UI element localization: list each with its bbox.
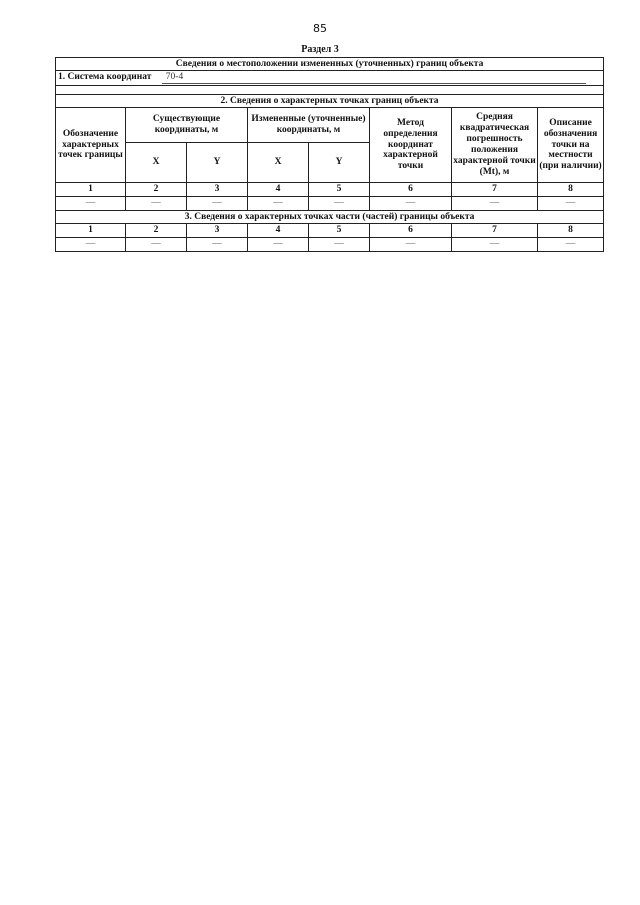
table-row — [56, 197, 604, 211]
empty-cell: — — [248, 197, 309, 211]
coord-system-value: 70-4 — [162, 72, 586, 84]
header-existing-x: X — [126, 143, 187, 183]
column-number-row — [56, 183, 604, 197]
column-number: 6 — [370, 224, 452, 238]
part3-title: 3. Сведения о характерных точках части (частей) границы объекта — [56, 211, 604, 224]
part2-title: 2. Сведения о характерных точках границ объекта — [56, 95, 604, 108]
header-method: Метод определения координат характерной точки — [370, 108, 452, 183]
empty-cell: — — [309, 238, 370, 252]
empty-cell: — — [452, 197, 538, 211]
header-accuracy: Средняя квадратическая погрешность положения характерной точки (Mt), м — [452, 108, 538, 183]
boundary-table-frame — [55, 57, 603, 252]
column-number: 4 — [248, 183, 309, 197]
column-number: 5 — [309, 224, 370, 238]
coord-system-row — [56, 71, 604, 86]
table-title: Сведения о местоположении измененных (уточненных) границ объекта — [56, 58, 604, 71]
header-point-designation: Обозначение характерных точек границы — [56, 108, 126, 183]
empty-cell: — — [126, 238, 187, 252]
empty-cell: — — [538, 238, 604, 252]
empty-cell: — — [56, 197, 126, 211]
column-number: 7 — [452, 183, 538, 197]
column-number: 1 — [56, 183, 126, 197]
empty-cell: — — [452, 238, 538, 252]
column-number: 1 — [56, 224, 126, 238]
empty-cell: — — [248, 238, 309, 252]
column-number: 2 — [126, 224, 187, 238]
header-changed-x: X — [248, 143, 309, 183]
empty-cell: — — [187, 197, 248, 211]
empty-cell: — — [370, 197, 452, 211]
column-number: 2 — [126, 183, 187, 197]
column-number: 6 — [370, 183, 452, 197]
empty-cell: — — [126, 197, 187, 211]
page-number: 85 — [313, 22, 327, 35]
header-changed-y: Y — [309, 143, 370, 183]
header-existing-coords: Существующие координаты, м — [126, 108, 248, 143]
header-changed-coords: Измененные (уточненные) координаты, м — [248, 108, 370, 143]
column-number: 8 — [538, 224, 604, 238]
empty-cell: — — [309, 197, 370, 211]
header-description: Описание обозначения точки на местности (при наличии) — [538, 108, 604, 183]
column-number: 3 — [187, 183, 248, 197]
table-row — [56, 238, 604, 252]
spacer-cell — [56, 86, 604, 95]
empty-cell: — — [56, 238, 126, 252]
empty-cell: — — [370, 238, 452, 252]
coord-system-label: 1. Система координат — [58, 72, 152, 83]
column-number: 5 — [309, 183, 370, 197]
column-number: 7 — [452, 224, 538, 238]
column-number-row — [56, 224, 604, 238]
boundary-table — [55, 57, 604, 252]
empty-cell: — — [538, 197, 604, 211]
column-number: 4 — [248, 224, 309, 238]
column-number: 3 — [187, 224, 248, 238]
empty-cell: — — [187, 238, 248, 252]
section-title: Раздел 3 — [301, 44, 339, 55]
column-number: 8 — [538, 183, 604, 197]
header-existing-y: Y — [187, 143, 248, 183]
